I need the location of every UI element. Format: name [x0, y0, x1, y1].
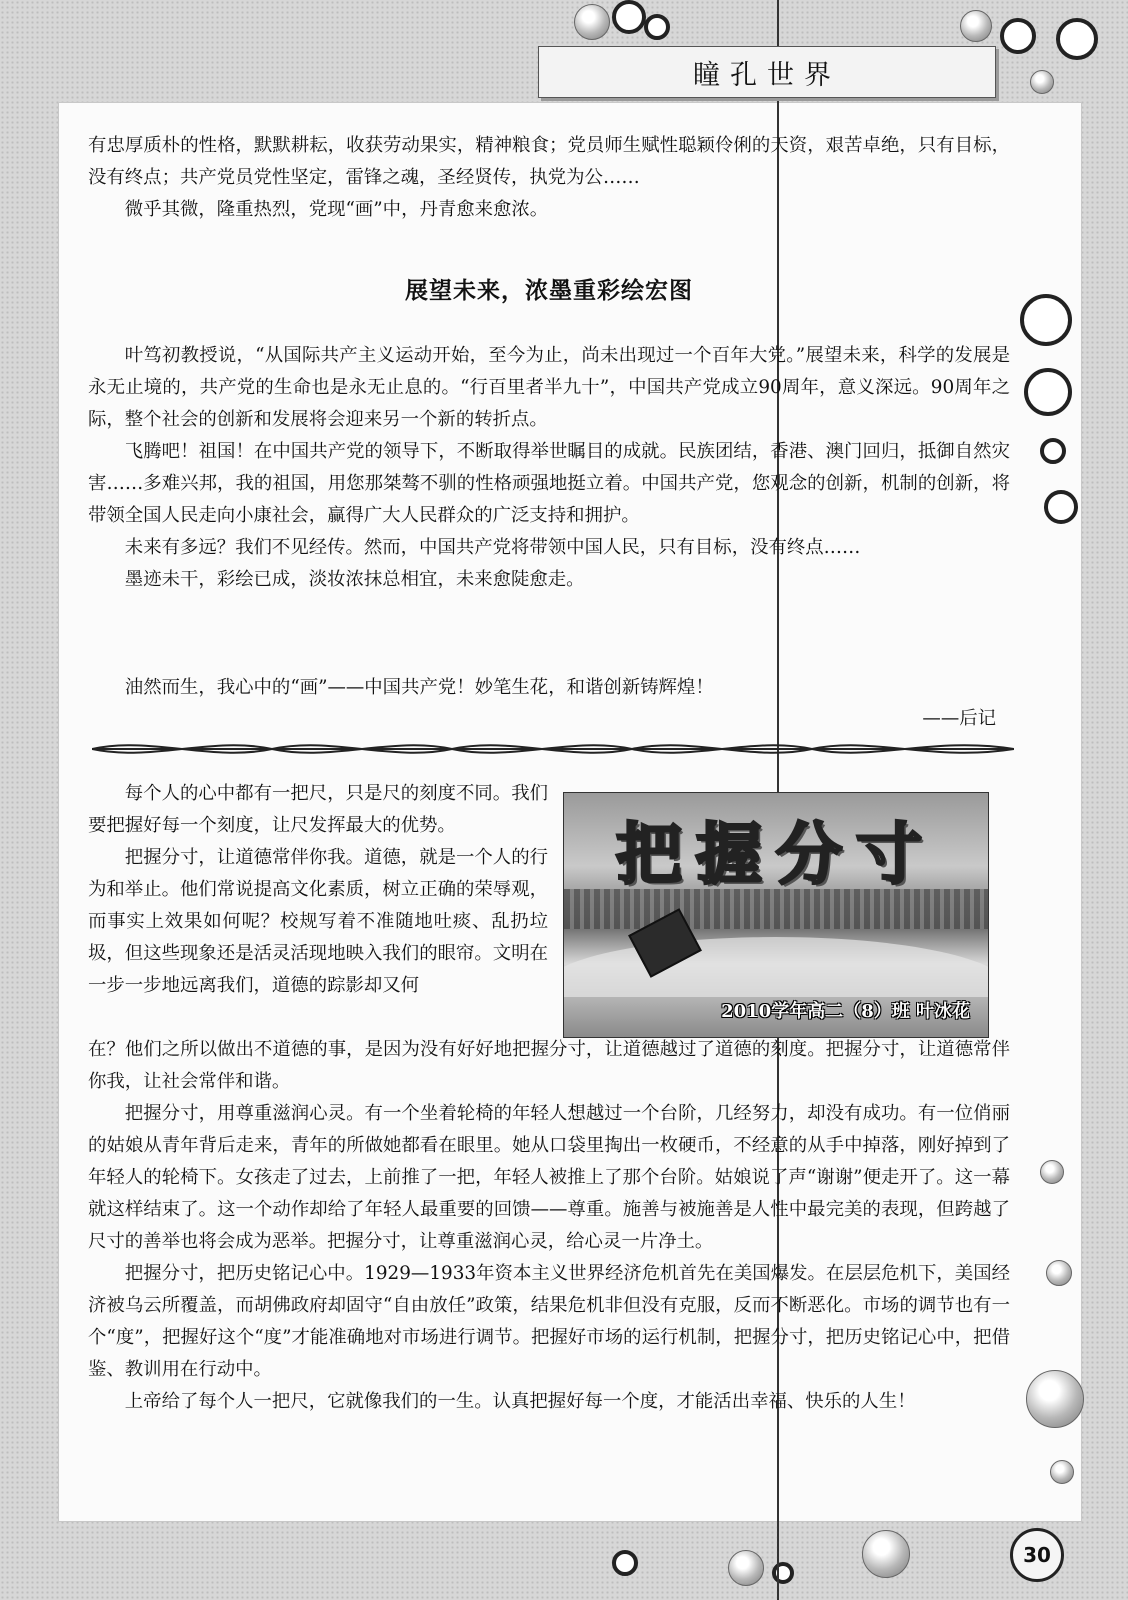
ring-decoration — [1024, 368, 1072, 416]
top-text — [88, 130, 1010, 226]
article-body — [88, 1034, 1010, 1418]
ring-decoration — [772, 1562, 794, 1584]
bubble-decoration — [1046, 1260, 1072, 1286]
paragraph: 把握分寸，把历史铭记心中。1929—1933年资本主义世界经济危机首先在美国爆发。在层层危机下，美国经济被乌云所覆盖，而胡佛政府却固守“自由放任”政策，结果危机非但没有克服，反而不断恶化。市场的调节也有一个“度”，把握好这个“度”才能准确地对市场进行调节。把握好市场的运行机制，把握分寸，把历史铭记心中，把借鉴、教训用在行动中。 — [88, 1263, 1010, 1380]
paragraph: 微乎其微，隆重热烈，党现“画”中，丹青愈来愈浓。 — [124, 199, 549, 220]
paragraph: 上帝给了每个人一把尺，它就像我们的一生。认真把握好每一个度，才能活出幸福、快乐的人生！ — [124, 1391, 916, 1412]
paragraph: 叶笃初教授说，“从国际共产主义运动开始，至今为止，尚未出现过一个百年大党。”展望未来，科学的发展是永无止境的，共产党的生命也是永无止息的。“行百里者半九十”，中国共产党成立90周年，意义深远。90周年之际，整个社会的创新和发展将会迎来另一个新的转折点。 — [88, 345, 1010, 430]
paragraph: 墨迹未干，彩绘已成，淡妆浓抹总相宜，未来愈陡愈走。 — [124, 569, 585, 590]
ring-decoration — [1056, 18, 1098, 60]
paragraph: 有忠厚质朴的性格，默默耕耘，收获劳动果实，精神粮食；党员师生赋性聪颖伶俐的天资，艰苦卓绝，只有目标，没有终点；共产党员党性坚定，雷锋之魂，圣经贤传，执党为公…… — [88, 135, 1010, 188]
header-tab — [538, 46, 996, 98]
bubble-decoration — [574, 4, 610, 40]
page-number: 30 — [1010, 1528, 1064, 1582]
section-body — [88, 340, 1010, 596]
closing-line — [88, 672, 1010, 704]
paragraph: 每个人的心中都有一把尺，只是尺的刻度不同。我们要把握好每一个刻度，让尺发挥最大的优势。 — [88, 783, 548, 836]
bubble-decoration — [1030, 70, 1054, 94]
article-wrap-column — [88, 778, 548, 1002]
bubble-decoration — [862, 1530, 910, 1578]
ring-decoration — [612, 0, 646, 34]
header-title: 瞳孔世界 — [693, 59, 841, 91]
bubble-decoration — [960, 10, 992, 42]
bubble-decoration — [1040, 1160, 1064, 1184]
paragraph: 把握分寸，用尊重滋润心灵。有一个坐着轮椅的年轻人想越过一个台阶，几经努力，却没有成功。有一位俏丽的姑娘从青年背后走来，青年的所做她都看在眼里。她从口袋里掏出一枚硬币，不经意的从手中掉落，刚好掉到了年轻人的轮椅下。女孩走了过去，上前推了一把，年轻人被推上了那个台阶。姑娘说了声“谢谢”便走开了。这一幕就这样结束了。这一个动作却给了年轻人最重要的回馈——尊重。施善与被施善是人性中最完美的表现，但跨越了尺寸的善举也将会成为恶举。把握分寸，让尊重滋润心灵，给心灵一片净土。 — [88, 1103, 1010, 1252]
paragraph: 把握分寸，让道德常伴你我。道德，就是一个人的行为和举止。他们常说提高文化素质，树立正确的荣辱观，而事实上效果如何呢？校规写着不准随地吐痰、乱扔垃圾，但这些现象还是活灵活现地映入我们的眼帘。文明在一步一步地远离我们，道德的踪影却又何 — [88, 847, 548, 996]
ring-decoration — [1020, 294, 1072, 346]
ring-decoration — [1000, 18, 1036, 54]
ring-decoration — [612, 1550, 638, 1576]
photo-water — [563, 937, 989, 997]
bubble-decoration — [1026, 1370, 1084, 1428]
paragraph: 在？他们之所以做出不道德的事，是因为没有好好地把握分寸，让道德越过了道德的刻度。把握分寸，让道德常伴你我，让社会常伴和谐。 — [88, 1039, 1010, 1092]
article-author: 2010学年高二（8）班 叶冰花 — [721, 1001, 970, 1022]
ring-decoration — [1040, 438, 1066, 464]
section-heading: 展望未来，浓墨重彩绘宏图 — [405, 278, 693, 304]
paragraph: 油然而生，我心中的“画”——中国共产党！妙笔生花，和谐创新铸辉煌！ — [124, 677, 714, 698]
paragraph: 未来有多远？我们不见经传。然而，中国共产党将带领中国人民，只有目标，没有终点…… — [124, 537, 861, 558]
article-title: 把握分寸 — [616, 816, 936, 893]
ring-decoration — [1044, 490, 1078, 524]
ornamental-divider — [92, 736, 1014, 762]
paragraph: 飞腾吧！祖国！在中国共产党的领导下，不断取得举世瞩目的成就。民族团结，香港、澳门回归，抵御自然灾害……多难兴邦，我的祖国，用您那桀骜不驯的性格顽强地挺立着。中国共产党，您观念的创新，机制的创新，将带领全国人民走向小康社会，赢得广大人民群众的广泛支持和拥护。 — [88, 441, 1010, 526]
ring-decoration — [644, 14, 670, 40]
afterword-signature: ——后记 — [922, 708, 996, 729]
bubble-decoration — [728, 1550, 764, 1586]
article-title-photo — [563, 792, 989, 1038]
bubble-decoration — [1050, 1460, 1074, 1484]
